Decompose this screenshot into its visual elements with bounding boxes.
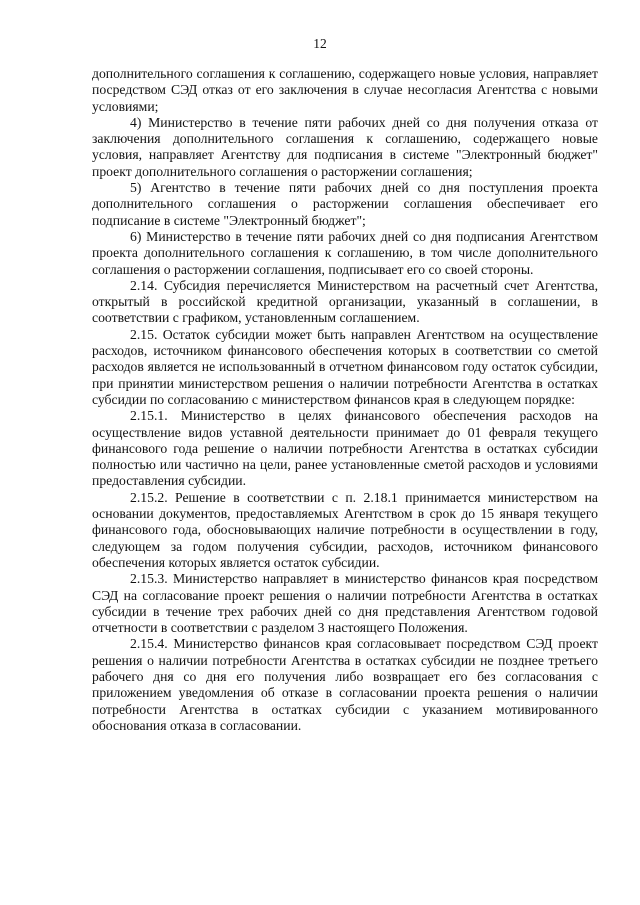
paragraph-2-14: 2.14. Субсидия перечисляется Министерством на расчетный счет Агентства, открытый в российской кредитной организации, указанный в соглашении, в соответствии с графиком, установленным соглашением. (92, 277, 598, 326)
paragraph-2-15: 2.15. Остаток субсидии может быть направлен Агентством на осуществление расходов, источником финансового обеспечения которых в соответствии со сметой расходов является не использованный в отчетном финансовом году остаток субсидии, при принятии министерством решения о наличии потребности Агентства в остатках субсидии по согласованию с министерством финансов края в следующем порядке: (92, 326, 598, 407)
paragraph-2-15-4: 2.15.4. Министерство финансов края согласовывает посредством СЭД проект решения о наличии потребности Агентства в остатках субсидии не позднее третьего рабочего дня со дня его получения либо возвращает его без согласования с приложением уведомления об отказе в согласовании проекта решения о наличии потребности Агентства в остатках субсидии с указанием мотивированного обоснования отказа в согласовании. (92, 636, 598, 733)
paragraph-item-4: 4) Министерство в течение пяти рабочих дней со дня получения отказа от заключения дополнительного соглашения к соглашению, содержащего новые условия, направляет Агентству для подписания в системе "Электронный бюджет" проект дополнительного соглашения о расторжении соглашения; (92, 114, 598, 179)
paragraph-2-15-3: 2.15.3. Министерство направляет в министерство финансов края посредством СЭД на согласование проект решения о наличии потребности Агентства в остатках субсидии в течение трех рабочих дней со дня представления Агентством годовой отчетности в соответствии с разделом 3 настоящего Положения. (92, 571, 598, 636)
paragraph-item-6: 6) Министерство в течение пяти рабочих дней со дня подписания Агентством проекта дополнительного соглашения к соглашению, в том числе дополнительного соглашения о расторжении соглашения, подписывает его со своей стороны. (92, 228, 598, 277)
page-number: 12 (313, 36, 327, 51)
paragraph-continuation: дополнительного соглашения к соглашению, содержащего новые условия, направляет посредством СЭД отказ от его заключения в случае несогласия Агентства с новыми условиями; (92, 66, 598, 114)
document-body (92, 66, 598, 734)
paragraph-2-15-1: 2.15.1. Министерство в целях финансового обеспечения расходов на осуществление видов уставной деятельности принимает до 01 февраля текущего финансового года решение о наличии потребности Агентства в остатках субсидии полностью или частично на цели, ранее установленные сметой расходов и условиями предоставления субсидии. (92, 408, 598, 489)
paragraph-item-5: 5) Агентство в течение пяти рабочих дней со дня поступления проекта дополнительного соглашения о расторжении соглашения обеспечивает его подписание в системе "Электронный бюджет"; (92, 180, 598, 228)
paragraph-2-15-2: 2.15.2. Решение в соответствии с п. 2.18.1 принимается министерством на основании документов, предоставляемых Агентством в срок до 15 января текущего финансового года, обосновывающих наличие потребности в осуществлении в году, следующем за годом получения субсидии, расходов, источником финансового обеспечения которых является остаток субсидии. (92, 489, 598, 570)
